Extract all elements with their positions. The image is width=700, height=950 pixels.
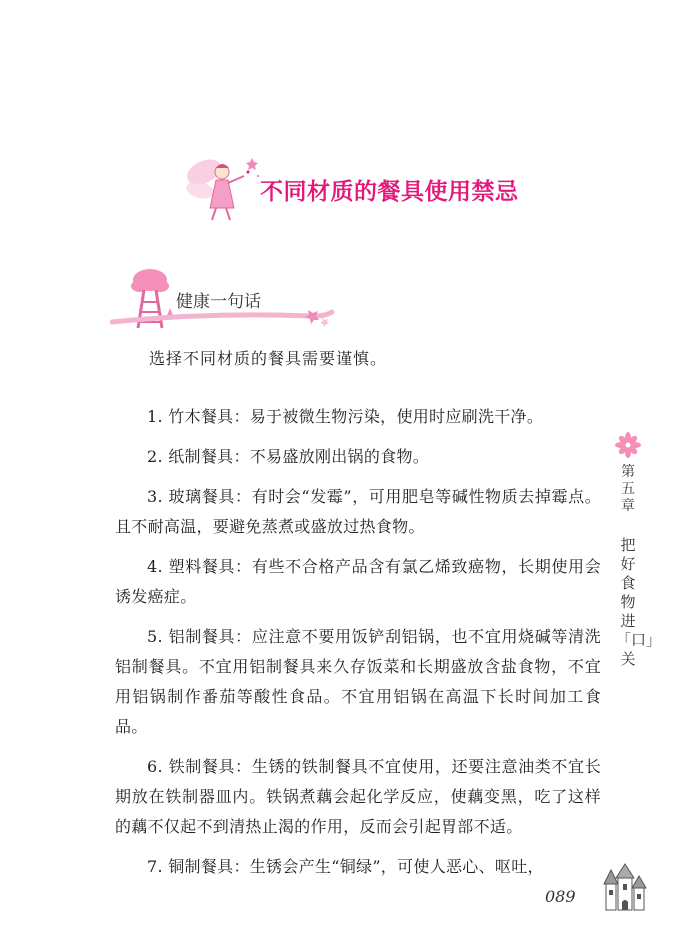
castle-icon [600, 862, 650, 912]
section-label: 健康一句话 [176, 292, 261, 312]
flower-icon [615, 432, 641, 458]
page-title: 不同材质的餐具使用禁忌 [260, 178, 519, 205]
list-item: 7. 铜制餐具：生锈会产生“铜绿”，可使人恶心、呕吐， [147, 857, 544, 876]
fairy-illustration-icon [176, 150, 266, 230]
page-number: 089 [545, 887, 576, 906]
chapter-title: 把好食物进「口」关 [616, 536, 662, 668]
chapter-side-tab [612, 432, 662, 672]
list-item: 6. 铁制餐具：生锈的铁制餐具不宜使用，还要注意油类不宜长期放在铁制器皿内。铁锅煮藕会起化学反应，使藕变黑，吃了这样的藕不仅起不到清热止渴的作用，反而会引起胃部不适。 [115, 757, 601, 836]
body-text [115, 402, 601, 892]
list-item: 1. 竹木餐具：易于被微生物污染，使用时应刷洗干净。 [147, 407, 544, 426]
chapter-number: 第五章 [621, 464, 635, 514]
section-banner [110, 266, 340, 332]
list-item: 4. 塑料餐具：有些不合格产品含有氯乙烯致癌物，长期使用会诱发癌症。 [115, 557, 601, 606]
tagline: 选择不同材质的餐具需要谨慎。 [149, 349, 388, 368]
list-item: 5. 铝制餐具：应注意不要用饭铲刮铝锅，也不宜用烧碱等清洗铝制餐具。不宜用铝制餐具来久存饭菜和长期盛放含盐食物，不宜用铝锅制作番茄等酸性食品。不宜用铝锅在高温下长时间加工食品。 [115, 627, 601, 736]
list-item: 3. 玻璃餐具：有时会“发霉”，可用肥皂等碱性物质去掉霉点。且不耐高温，要避免蒸煮或盛放过热食物。 [115, 487, 601, 536]
list-item: 2. 纸制餐具：不易盛放刚出锅的食物。 [147, 447, 430, 466]
title-block [176, 150, 556, 230]
